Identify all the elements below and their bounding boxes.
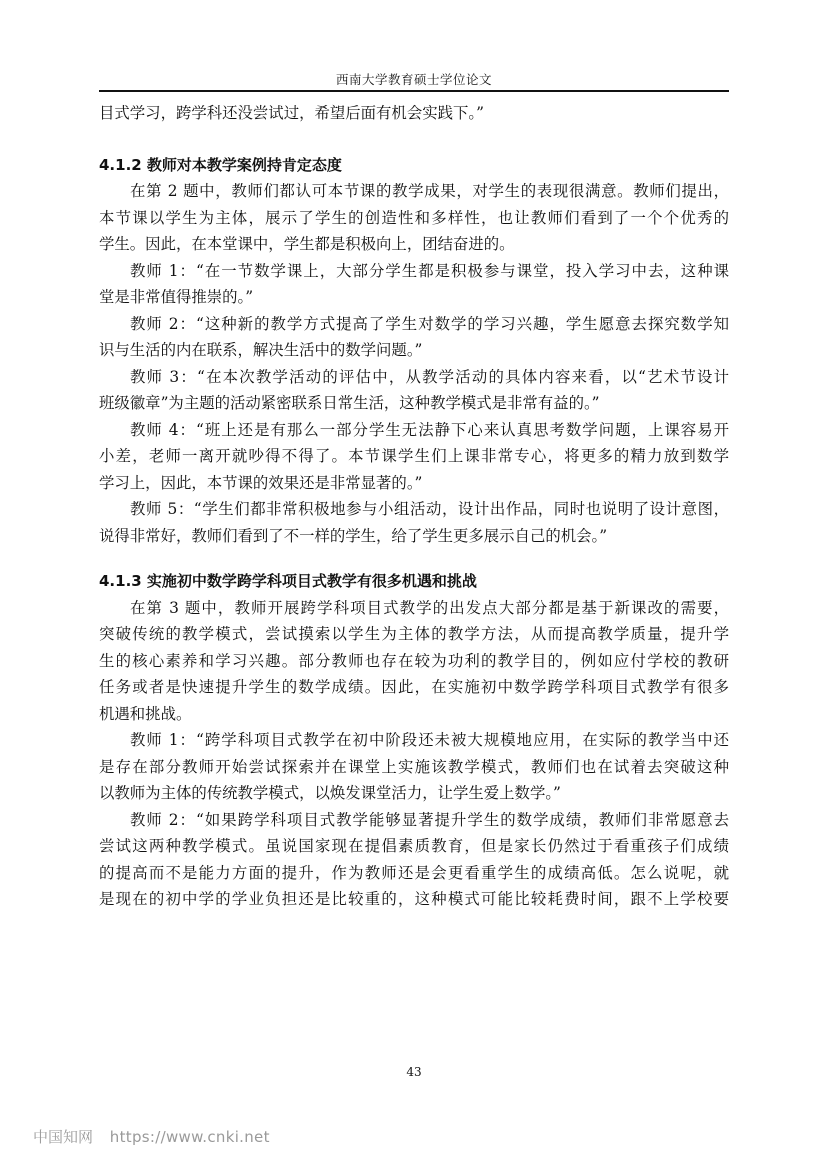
page-body <box>99 100 729 913</box>
watermark-brand: 中国知网 <box>33 1128 94 1146</box>
text-line: 堂是非常值得推崇的。” <box>99 288 254 306</box>
text-line: 教师 5：“学生们都非常积极地参与小组活动，设计出作品，同时也说明了设计意图， <box>130 500 729 518</box>
running-header: 西南大学教育硕士学位论文 <box>335 72 492 87</box>
text-line: 识与生活的内在联系，解决生活中的数学问题。” <box>99 341 423 359</box>
text-line: 以教师为主体的传统教学模式，以焕发课堂活力，让学生爱上数学。” <box>99 784 561 802</box>
text-line: 尝试这两种教学模式。虽说国家现在提倡素质教育，但是家长仍然过于看重孩子们成绩 <box>99 837 729 855</box>
cnki-watermark <box>33 1126 270 1147</box>
text-line: 教师 1：“跨学科项目式教学在初中阶段还未被大规模地应用，在实际的教学当中还 <box>130 731 729 749</box>
text-line: 班级徽章”为主题的活动紧密联系日常生活，这种教学模式是非常有益的。” <box>99 394 600 412</box>
text-line: 教师 4：“班上还是有那么一部分学生无法静下心来认真思考数学问题，上课容易开 <box>130 420 729 439</box>
text-line: 是存在部分教师开始尝试探索并在课堂上实施该教学模式，教师们也在试着去突破这种 <box>99 757 729 776</box>
text-line: 小差，老师一离开就吵得不得了。本节课学生们上课非常专心，将更多的精力放到数学 <box>99 447 729 465</box>
text-line: 突破传统的教学模式，尝试摸索以学生为主体的教学方法，从而提高教学质量，提升学 <box>99 625 729 643</box>
text-line: 教师 2：“这种新的教学方式提高了学生对数学的学习兴趣，学生愿意去探究数学知 <box>130 314 729 333</box>
page-number: 43 <box>406 1065 422 1079</box>
text-line: 机遇和挑战。 <box>99 704 192 723</box>
carryover-line: 目式学习，跨学科还没尝试过，希望后面有机会实践下。” <box>99 104 484 122</box>
watermark-url: https://www.cnki.net <box>109 1128 270 1146</box>
text-line: 生的核心素养和学习兴趣。部分教师也存在较为功利的教学目的，例如应付学校的教研 <box>99 651 729 670</box>
text-line: 的提高而不是能力方面的提升，作为教师还是会更看重学生的成绩高低。怎么说呢，就 <box>99 863 729 882</box>
text-line: 学生。因此，在本堂课中，学生都是积极向上，团结奋进的。 <box>99 235 515 253</box>
text-line: 说得非常好，教师们看到了不一样的学生，给了学生更多展示自己的机会。” <box>99 526 608 545</box>
text-line: 本节课以学生为主体，展示了学生的创造性和多样性，也让教师们看到了一个个优秀的 <box>99 208 729 227</box>
text-line: 学习上，因此，本节课的效果还是非常显著的。” <box>99 473 423 492</box>
text-line: 是现在的初中学的学业负担还是比较重的，这种模式可能比较耗费时间，跟不上学校要 <box>99 890 729 908</box>
text-line: 教师 1：“在一节数学课上，大部分学生都是积极参与课堂，投入学习中去，这种课 <box>130 261 729 280</box>
text-line: 在第 2 题中，教师们都认可本节课的教学成果，对学生的表现很满意。教师们提出， <box>130 182 729 200</box>
section-heading-4-1-3: 4.1.3 实施初中数学跨学科项目式教学有很多机遇和挑战 <box>99 572 477 590</box>
header-rule <box>99 90 729 92</box>
text-line: 任务或者是快速提升学生的数学成绩。因此，在实施初中数学跨学科项目式教学有很多 <box>99 678 729 696</box>
text-line: 在第 3 题中，教师开展跨学科项目式教学的出发点大部分都是基于新课改的需要， <box>130 598 729 617</box>
section-heading-4-1-2: 4.1.2 教师对本教学案例持肯定态度 <box>99 155 342 174</box>
text-line: 教师 3：“在本次教学活动的评估中，从教学活动的具体内容来看，以“艺术节设计 <box>130 367 729 386</box>
text-line: 教师 2：“如果跨学科项目式教学能够显著提升学生的数学成绩，教师们非常愿意去 <box>130 810 729 829</box>
